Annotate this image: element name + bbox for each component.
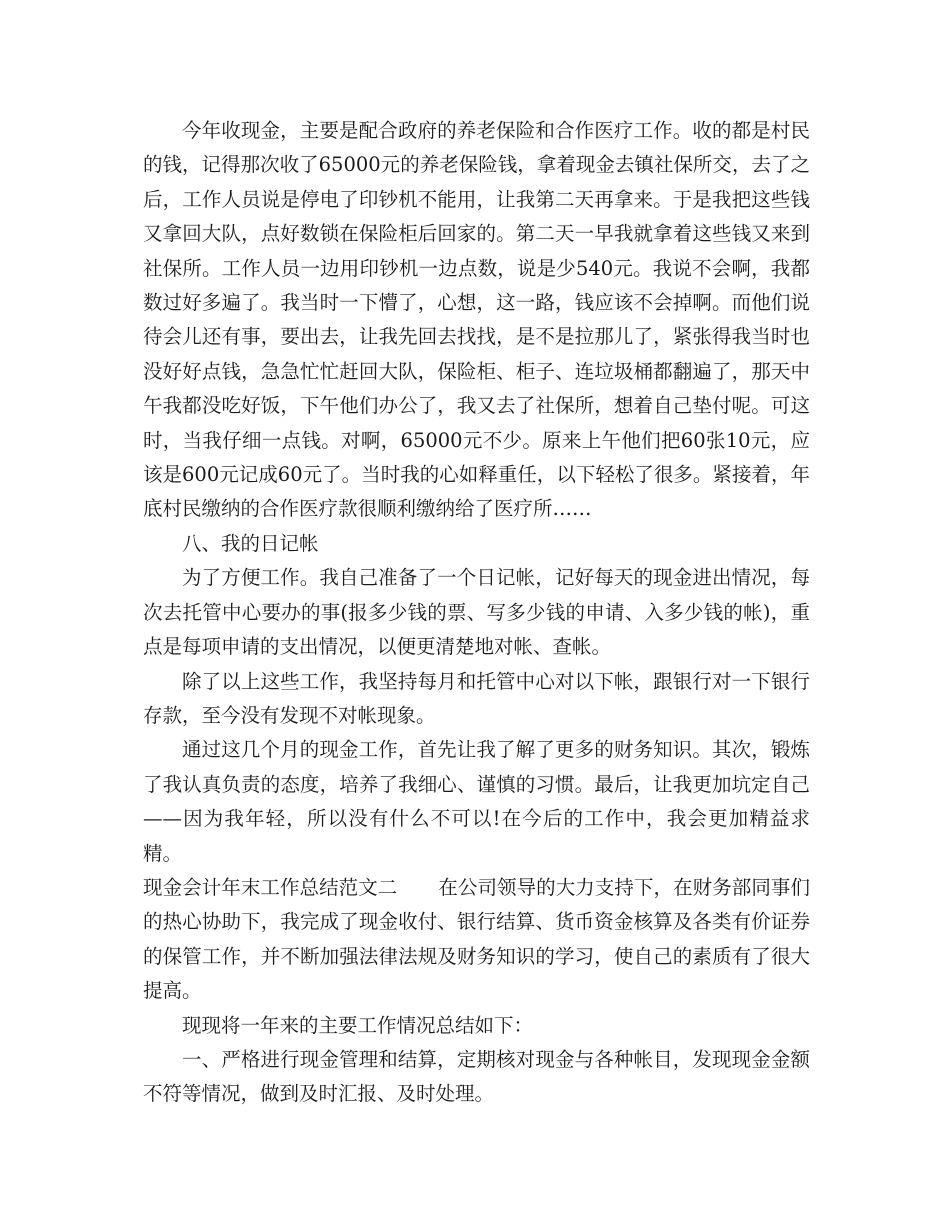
paragraph-conclusion: 通过这几个月的现金工作，首先让我了解了更多的财务知识。其次，锻炼了我认真负责的态度，培养了我细心、谨慎的习惯。最后，让我更加坑定自己——因为我年轻，所以没有什么不可以!在今后的工作中，我会更加精益求精。	[143, 738, 810, 865]
heading-daily-ledger: 八、我的日记帐	[182, 531, 319, 555]
document-page	[143, 114, 810, 1112]
section-two-intro: 在公司领导的大力支持下，在财务部同事们的热心协助下，我完成了现金收付、银行结算、货币资金核算及各类有价证券的保管工作，并不断加强法律法规及财务知识的学习，使自己的素质有了很大提高。	[143, 875, 810, 1003]
paragraph-cash-collection: 今年收现金，主要是配合政府的养老保险和合作医疗工作。收的都是村民的钱，记得那次收了65000元的养老保险钱，拿着现金去镇社保所交，去了之后，工作人员说是停电了印钞机不能用，让我第二天再拿来。于是我把这些钱又拿回大队，点好数锁在保险柜后回家的。第二天一早我就拿着这些钱又来到社保所。工作人员一边用印钞机一边点数，说是少540元。我说不会啊，我都数过好多遍了。我当时一下懵了，心想，这一路，钱应该不会掉啊。而他们说待会儿还有事，要出去，让我先回去找找，是不是拉那儿了，紧张得我当时也没好好点钱，急急忙忙赶回大队，保险柜、柜子、连垃圾桶都翻遍了，那天中午我都没吃好饭，下午他们办公了，我又去了社保所，想着自己垫付呢。可这时，当我仔细一点钱。对啊，65000元不少。原来上午他们把60张10元，应该是600元记成60元了。当时我的心如释重任，以下轻松了很多。紧接着，年底村民缴纳的合作医疗款很顺利缴纳给了医疗所……	[143, 119, 810, 521]
paragraph-daily-ledger: 为了方便工作。我自己准备了一个日记帐，记好每天的现金进出情况，每次去托管中心要办的事(报多少钱的票、写多少钱的申请、入多少钱的帐)，重点是每项申请的支出情况，以便更清楚地对帐、查帐。	[143, 566, 810, 659]
section-two-title: 现金会计年末工作总结范文二	[143, 875, 398, 899]
paragraph-reconciliation: 除了以上这些工作，我坚持每月和托管中心对以下帐，跟银行对一下银行存款，至今没有发现不对帐现象。	[143, 669, 810, 727]
section-two-paragraph	[143, 871, 810, 1009]
paragraph-cash-management: 一、严格进行现金管理和结算，定期核对现金与各种帐目，发现现金金额不符等情况，做到及时汇报、及时处理。	[143, 1047, 810, 1106]
paragraph-summary-intro: 现现将一年来的主要工作情况总结如下：	[182, 1013, 534, 1037]
